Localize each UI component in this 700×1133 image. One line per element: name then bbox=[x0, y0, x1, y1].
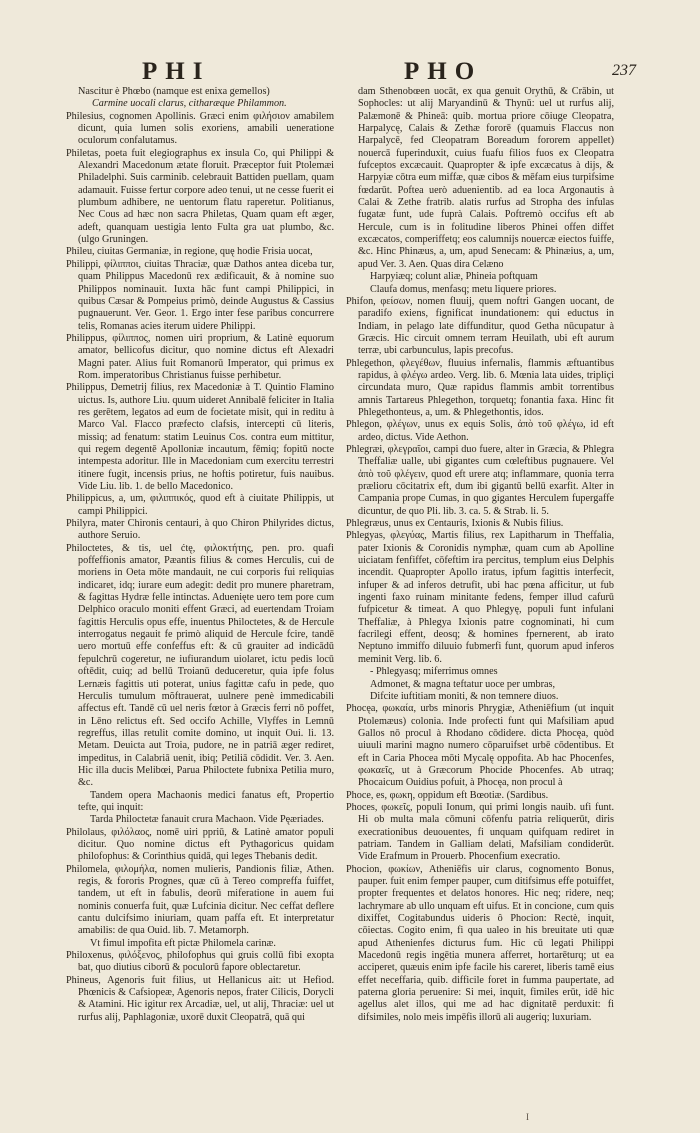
dictionary-entry: Phlegræi, φλεγραῖοι, campi duo fuere, alter in Græcia, & Phlegra Theffaliæ ualle, ubi gigantes cum cœleftibus pugnauere. Vel ἀπὸ τοῦ φλέγειν, quod eft urere atq; inflammare, quonia terra prælioru cōcitatrix eft, dum ibi gigantū bellū exarfit. Alter in Campania prope Cumas, in quo gigantes Herculem fupergaffe dicuntur, de quo Pli. lib. 3. ca. 5. & Strab. li. 5. bbox=[346, 443, 614, 517]
dictionary-entry: Philesius, cognomen Apollinis. Græci enim φιλήσιον amabilem dicunt, quia lumen solis exoriens, amabili ueneratione oculorum confalutamus. bbox=[66, 110, 334, 147]
dictionary-entry: Phocion, φωκίων, Atheniēfis uir clarus, cognomento Bonus, pauper. fuit enim femper pauper, cum ditifsimus effe potuiffet, propter frequentes et delatos honores. Hic neq; ridere, neq; lachrymare ab ullo unquam eft uifus. Et in concione, cum quis dixiffet, Cogitabundus uideris ô Phocion: Rectè, inquit, cōiectas. Cogito enim, fi qua ualeo in his breuitate uti quæ apud Athenienfes dicturus fum. Hic cū legati Philippi Macedonū regis ingētia munera afferret, hortarēturq; ut ea acciperet, quæuis enim ipfe facile his careret, liberis tamē eius effet neceffaria, quib. difficile foret in fumma paupertate, ad paterna gloria peruenire: Si mei, inquit, fimiles erūt, idē hic agellus alet illos, qui me ad hac dignitatē perduxit: fi difsimiles, nolo meis impēfis illorū ali augeriq; luxuriam. bbox=[346, 863, 614, 1023]
dictionary-entry: Nascitur è Phœbo (namque est enixa gemellos) bbox=[78, 86, 270, 97]
dictionary-entry: Phlegon, φλέγων, unus ex equis Solis, ἀπὸ τοῦ φλέγω, id eft ardeo, dictus. Vide Aethon. bbox=[346, 419, 614, 443]
dictionary-entry: Phoce, es, φωκη, oppidum eft Bœotiæ. (Sardibus. bbox=[346, 789, 549, 801]
dictionary-entry: Philetas, poeta fuit elegiographus ex insula Co, qui Philippi & Alexandri Macedonum ætate floruit. Præceptor fuit Ptolemæi Philadelphi. Suis carminib. celebrauit Battiden puellam, quam adamauit. Fuisse fertur corpore adeo tenui, ut ne cesse fuerit ei plumbum adhibere, ne uentorum flatu raperetur. Politianus, Nec Cous ad hæc non sacra Philetas, Quam quam eft æger, adeft, quanquam uestigia lento Fulta gra uat plumbo, &c. (ulgo Gruningen. bbox=[66, 147, 334, 246]
dictionary-entry: dam Sthenobœen uocāt, ex qua genuit Orythū, & Crābin, ut Sophocles: ut alij Maryandinū & Thynū: uel ut rurfus alij, Palæmonē & Phineā: quib. mortua priore cōiuge Cleopatra, Harpalycę, Calais & Zethæ fororē (quamuis Flaccus non Harpalycē, fed Cleopatram Boreadum fororem appellet) nouercā fuperinduxit, cuius fuafu filios fuos ex Cleopatra fufceptos excæcauit. Quapropter & ipfe excæcatus à dijs, & Harpyiæ cōtra eum miffæ, quæ cibos & mēfam eius turpifsime fœdarūt. Poftea uerò aduenientib. ad ea loca Argonautis à Calai & Zethe fratrib. alatis rurfus ad Stropha des infulas fugatæ funt, ude fuprà Calais. Poftremò occifus eft ab Herculе, cum is in folitudine liberos Phinei offen diffet excæcatos, comperiffetq; eos calumnijs nouercæ eiectos fuiffe, &c. Hinc Phinæus, a, um, apud Senecam: & Phinæius, a, um, apud Ver. 3. Aen. Quas dira Celæno bbox=[358, 86, 614, 270]
dictionary-entry: Philoxenus, φιλόξενος, philofophus qui gruis collū fibi exopta bat, quo diutius ciborū & poculorū fapore oblectaretur. bbox=[66, 950, 334, 974]
dictionary-entry: Philippus, φίλιππος, nomen uiri proprium, & Latinè equorum amator, bellicofus dicitur, quo nomine dictus eft Alexadri Magni pater. Alius fuit Romanorū Imperator, qui primus ex Rom. imperatoribus Christianus fuisse perhibetur. bbox=[66, 332, 334, 381]
left-column bbox=[66, 86, 334, 1024]
dictionary-entry: Philippi, φίλιπποι, ciuitas Thraciæ, quæ Dathos antea diceba tur, quam Philippus Macedonū rex ædificauit, & à nomine suo Philippos nominauit. Iuxta hāc funt campi Philippici, in quibus Cæsar & Pompeius primò, deinde Augustus & Cassius pugnauerunt. Ver. Geor. 1. Ergo inter fese paribus concurrere telis, Romanas acies iterum uidere Philippi. bbox=[66, 258, 334, 332]
dictionary-entry: Philomela, φιλομήλα, nomen mulieris, Pandionis filiæ, Athen. regis, & fororis Prognes, quæ cū à Tereo compreffa fuiffet, tandem, ut eft in fabulis, deorū miferatione in auem fui nominis conuerfa fuit, quæ Lufcinia dicitur. Nec ceffat deflere cantu dulcifsimo iniuriam, quam paffa eft. Et interpretatur amabilis: de qua Ouid. lib. 7. Metamorph. bbox=[66, 863, 334, 937]
dictionary-entry: Philippus, Demetrij filius, rex Macedoniæ à T. Quintio Flamino uictus. Is, authore Liu. quum uideret Annibalē feliciter in Italia res gerētem, legatos ad eum de focietate misit, qui in reditu à Marco Val. Flacco præfecto clafsis, intercepti cū literis, missiq; ad fenatum: statim Leuinus Cos. contra eum mittitur, qui regem degentē Apolloniæ incautum, fēmiq; fopitū nocte intempesta adoritur. Ille in Macedoniam cum exercitu terrestri itinere fugit, incensis prius, ne hoftis potiretur, fuis nauibus. Vide Liu. lib. 1. de bello Macedonico. bbox=[66, 382, 334, 492]
signature-mark: I bbox=[526, 1112, 529, 1122]
dictionary-entry: ‑ Phlegyasq; miferrimus omnes bbox=[370, 666, 498, 678]
header-left-title: PHI bbox=[142, 58, 211, 85]
dictionary-entry: Phocęa, φωκαία, urbs minoris Phrygiæ, Atheniēfium (ut inquit Ptolemæus) colonia. Inde profecti funt qui Mafsiliam apud Gallos nō procul à Rhodano cōdidere. dicta Phocęa, quòd uiuuli marini magno numero cōparuifset urbē cōdentibus. Et eft in Caria Phocea mōti Mycalę oppofita. Ab hac Phocenfes, φωκαεῖς, ut à Græcorum Phocide Phocenfes. Ab utraq; Phocaicum Ouidius pofuit, à Phocęa, non procul à bbox=[346, 703, 614, 789]
dictionary-entry: Phineus, Agenoris fuit filius, ut Hellanicus ait: ut Hefiod. Phœnicis & Cafsiopeæ, Agenoris nepos, frater Cilicis, Dorycli & Atamini. Hic igitur rex Arcadiæ, uel, ut alij, Thraciæ: uel ut rurfus alij, Paphlagoniæ, uxorē duxit Cleopatrā, quā qui bbox=[66, 974, 334, 1023]
dictionary-entry: Phlegræus, unus ex Centauris, Ixionis & Nubis filius. bbox=[346, 518, 564, 530]
dictionary-entry: Carmine uocali clarus, citharæque Philammon. bbox=[92, 98, 287, 110]
dictionary-entry: Phifon, φείσων, nomen fluuij, quem noftri Gangen uocant, de paradifo exiens, fignificat inundationem: qui eductus in Indiam, in pelago late diffunditur, quod Getha nūcupatur à Græcis. Hic circuit omnem terram Heuilath, ubi eft aurum terræ, ubi carbunculus, lapis precofus. bbox=[346, 295, 614, 357]
page-number: 237 bbox=[612, 62, 636, 79]
dictionary-entry: Phileu, ciuitas Germaniæ, in regione, quę hodie Frisia uocat, bbox=[66, 246, 313, 258]
header-right-title: PHO bbox=[404, 58, 483, 85]
dictionary-entry: Vt fimul impofita eft pictæ Philomela carinæ. bbox=[90, 937, 276, 949]
dictionary-entry: Admonet, & magna teftatur uoce per umbras, bbox=[370, 678, 556, 690]
dictionary-entry: Philolaus, φιλόλαος, nomē uiri ppriū, & Latinè amator populi dicitur. Quo nomine dictus eft Pythagoricus quidam philofophus: & Corinthius quidā, qui leges Thebanis dedit. bbox=[66, 826, 334, 863]
dictionary-entry: Philoctetes, & tis, uel ćtę, φιλοκτήτης, pen. pro. quafi poffeffionis amator, Pæantis filius & comes Herculis, cui de moriens in Oeta mōte mandauit, ne cui corporis fui reliquias indicaret, idq; iurare eum adegit: dedit pro munere pharetram, & fagittas Hydræ felle intinctas. Aduenięte uero tem pore cum Delphico oraculo moniti effent Græci, ad euertendam Troiam fagittis Herculis opus effe, inuentus Philoctetes, & de Hercule interrogatus negauit fe primò aliquid de Hercule fcire, tandē uero mortuū effe confeffus eft: & cū grauiter ad indicādū fepulchrū cogeretur, ne iufiurandum uiolaret, ictu pedis locū oftēdit, cuiq; ad bellū Troianū deduceretur, quia ipfe folus Lernæis fagittis uti poterat, unius fagittæ cafu in pede, quo Herculis tumulum mõftrauerat, uulnere penè immedicabili affectus eft. Tandē cū uel neris fœtor à Græcis ferri nō poffet, in Lēno relictus eft. Sed occifo Achille, Vlyffes in Lemnū regreffus, illas retulit comite domino, ut inquit Oui. li. 13. Metam. Deuicta aut Troia, pudore, ne in patriā æger rediret, impeditus, in Calabriā uenit, ibiq; Petiliā cōdidit. Ver. 3. Aen. Hic illa ducis Melibœi, Parua Philoctete fubnixa Petilia muro, &c. bbox=[66, 542, 334, 789]
dictionary-entry: Philyra, mater Chironis centauri, à quo Chiron Philyrides dictus, authore Seruio. bbox=[66, 518, 334, 542]
dictionary-entry: Philippicus, a, um, φιλιππικός, quod eft à ciuitate Philippis, ut campi Philippici. bbox=[66, 493, 334, 517]
dictionary-entry: Phlegyas, φλεγύας, Martis filius, rex Lapitharum in Theffalia, pater Ixionis & Coronidis nymphæ, quam cum ab Apolline uiciatam fenfiffet, cōfeftim ira percitus, templum eius Delphis incendit. Quapropter Apollo iratus, ipfum fagittis interfecit, infuper & ad inferos detrufit, ubi hac pœna afficitur, ut fub ingenti faxo ruinam minitante fedens, femper illud cafurū fufpicetur & timeat. A quo Phlegyę, populi funt infulani Theffaliæ, à Phlegya Ixionis patre cognominati, hi cum facrilegi effent, deosq; & homines fpernerent, ab irato Neptuno immiffo diluuio fubmerfi funt, quorum apud inferos meminit Verg. lib. 6. bbox=[346, 530, 614, 665]
dictionary-entry: Tandem opera Machaonis medici fanatus eft, Propertio tefte, qui inquit: bbox=[78, 789, 334, 813]
dictionary-entry: Claufa domus, menfasq; metu liquere priores. bbox=[370, 283, 557, 295]
dictionary-entry: Phlegethon, φλεγέθων, fluuius infernalis, flammis æftuantibus rapidus, à φλέγω ardeo. Verg. lib. 6. Mœnia lata uides, tripliçi circundata muro, Quæ rapidus flammis ambit torrentibus amnis Tartareus Phlegethon, torquetq; fonantia faxa. Hinc fit Phlegethonteus, a, um. & Phlegethontis, idos. bbox=[346, 357, 614, 418]
dictionary-entry: Tarda Philoctetæ fanauit crura Machaon. Vide Pęæriades. bbox=[90, 814, 324, 826]
right-column bbox=[346, 86, 614, 1024]
dictionary-entry: Difcite iuftitiam moniti, & non temnere diuos. bbox=[370, 690, 559, 702]
dictionary-entry: Harpyiæq; colunt aliæ, Phineia poftquam bbox=[370, 271, 538, 283]
dictionary-entry: Phoces, φωκεῖς, populi Ionum, qui primi longis nauib. ufi funt. Hi ob multa mala cōmuni cōfenfu patria reliquerūt, diris execrationibus deuouentes, fi unquam quifquam rediret in patriam. Tandem in Galliam delati, Mafsiliam condiderūt. Vide Erafmum in Prouerb. Phocenfium execratio. bbox=[346, 801, 614, 863]
